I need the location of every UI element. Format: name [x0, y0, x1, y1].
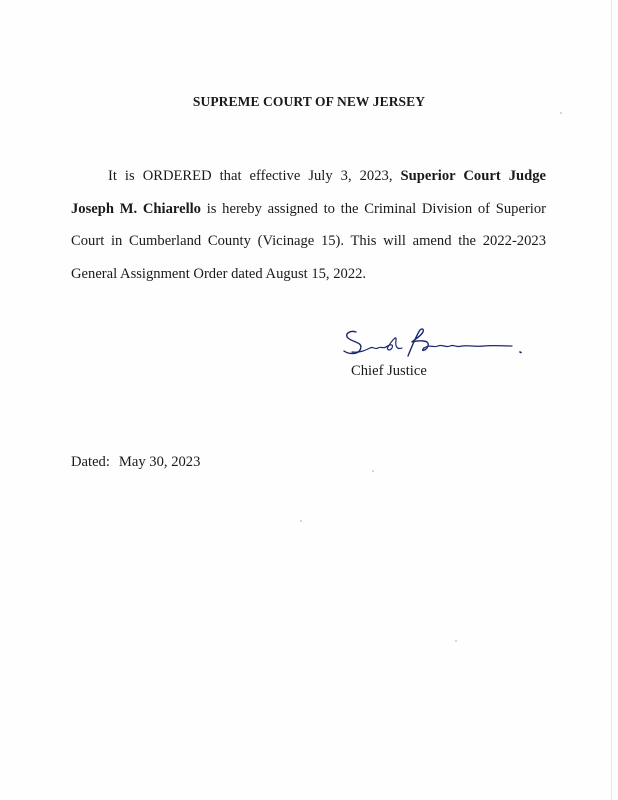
dated-value: May 30, 2023 — [118, 454, 201, 470]
scan-speck — [300, 520, 302, 522]
scan-speck — [372, 470, 374, 472]
handwritten-signature — [342, 326, 532, 364]
scan-speck — [560, 112, 562, 114]
scan-speck — [455, 640, 457, 642]
order-paragraph — [71, 160, 546, 290]
order-intro: It is ORDERED that effective July 3, 2023, — [108, 168, 401, 184]
order-rest: is hereby assigned to the Criminal Division of Superior Court in Cumberland County (Vicinage 15). This will amend the 2022-2023 General Assignment Order dated August 15, 2022. — [71, 200, 546, 282]
dated-line — [71, 454, 200, 471]
dated-label: Dated: — [71, 454, 110, 470]
page-edge — [611, 0, 612, 800]
signer-title: Chief Justice — [351, 363, 427, 379]
court-heading: SUPREME COURT OF NEW JERSEY — [192, 94, 426, 109]
judge-name: Superior Court Judge Joseph M. Chiarello — [71, 168, 547, 217]
